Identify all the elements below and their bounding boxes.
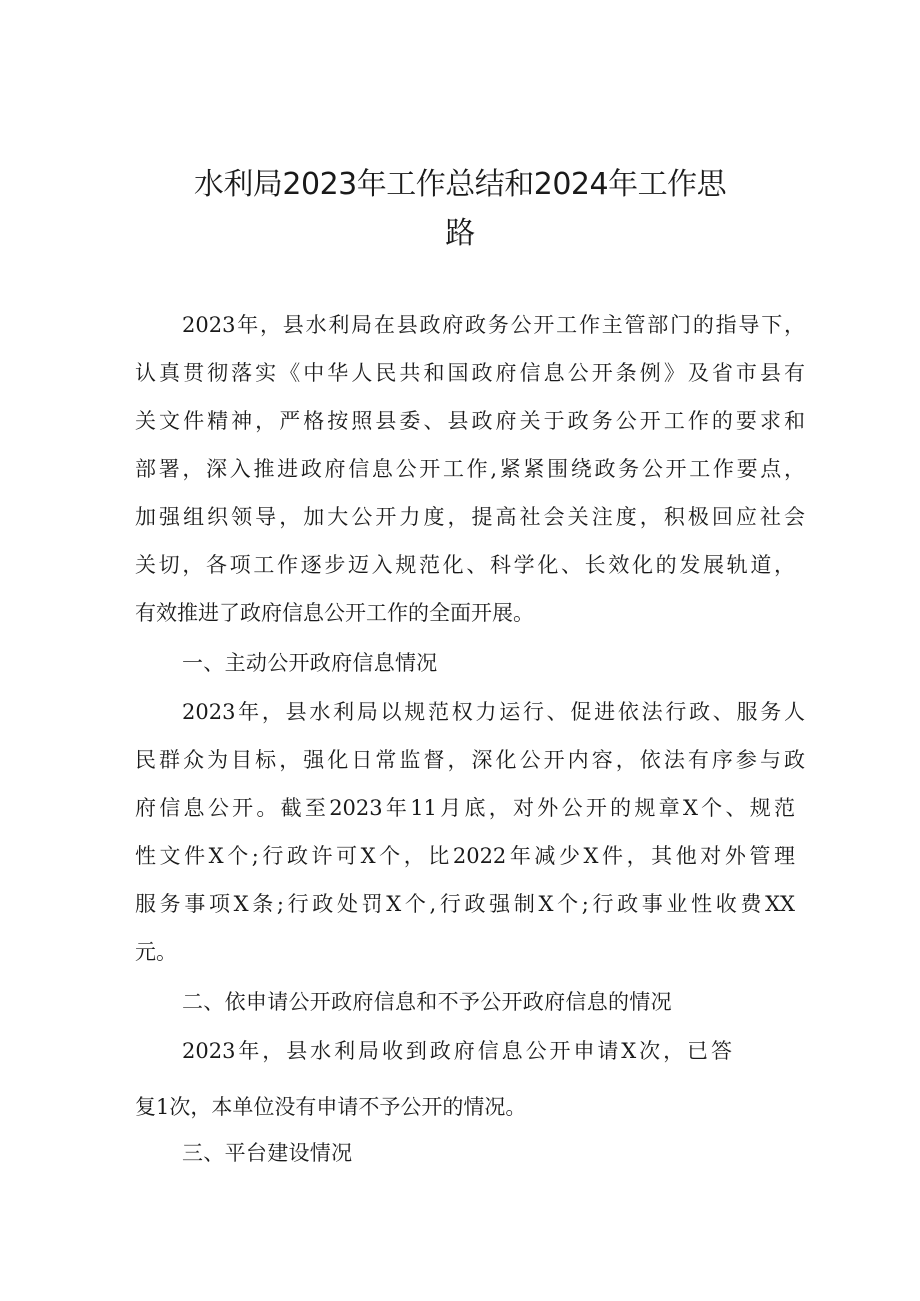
section-3-heading: 三、平台建设情况	[182, 1141, 353, 1165]
intro-line-3: 关文件精神，严格按照县委、县政府关于政务公开工作的要求和	[135, 409, 805, 433]
intro-line-4: 部署，深入推进政府信息公开工作,紧紧围绕政务公开工作要点，	[135, 457, 805, 481]
section-1-line-5: 服务事项X条;行政处罚X个,行政强制X个;行政事业性收费XX	[135, 892, 795, 916]
section-1-line-6: 元。	[135, 940, 177, 964]
intro-line-1: 2023年，县水利局在县政府政务公开工作主管部门的指导下，	[182, 313, 805, 337]
section-1-line-2: 民群众为目标，强化日常监督，深化公开内容，依法有序参与政	[135, 748, 805, 772]
document-title-line-1: 水利局2023年工作总结和2024年工作思	[193, 167, 727, 202]
section-1-heading: 一、主动公开政府信息情况	[182, 651, 438, 675]
section-2-line-1: 2023年，县水利局收到政府信息公开申请X次，已答	[182, 1039, 732, 1063]
section-1-line-1: 2023年，县水利局以规范权力运行、促进依法行政、服务人	[182, 700, 805, 724]
section-2-heading: 二、依申请公开政府信息和不予公开政府信息的情况	[182, 990, 672, 1014]
section-1-line-3: 府信息公开。截至2023年11月底，对外公开的规章X个、规范	[135, 796, 795, 820]
section-1-line-4: 性文件X个;行政许可X个，比2022年减少X件，其他对外管理	[135, 844, 795, 868]
intro-line-5: 加强组织领导，加大公开力度，提高社会关注度，积极回应社会	[135, 505, 805, 529]
document-title-line-2: 路	[445, 216, 475, 251]
intro-line-2: 认真贯彻落实《中华人民共和国政府信息公开条例》及省市县有	[135, 361, 805, 385]
section-2-line-2: 复1次，本单位没有申请不予公开的情况。	[135, 1095, 527, 1119]
intro-line-6: 关切，各项工作逐步迈入规范化、科学化、长效化的发展轨道，	[135, 553, 795, 577]
intro-line-7: 有效推进了政府信息公开工作的全面开展。	[135, 601, 534, 625]
